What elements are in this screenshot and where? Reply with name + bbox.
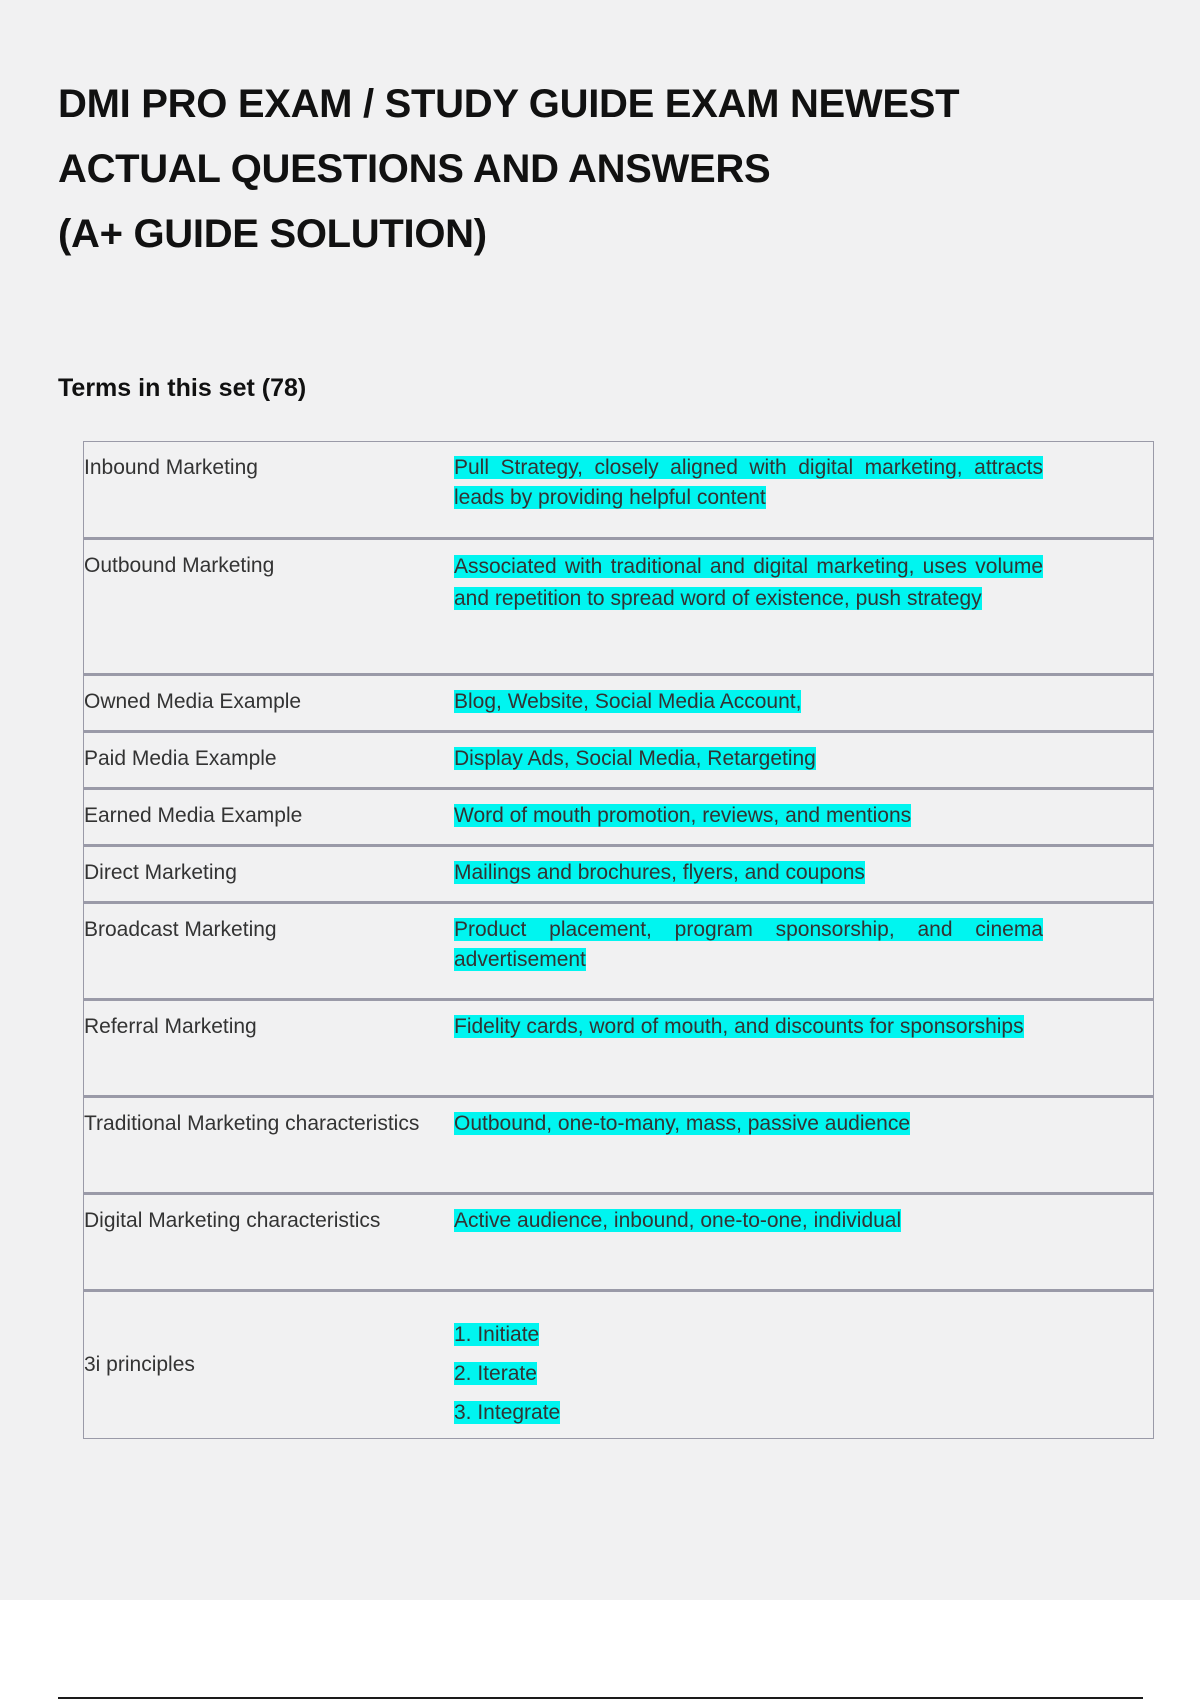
term-cell: Direct Marketing <box>84 861 237 884</box>
definition-text: Associated with traditional and digital marketing, uses volume and repetition to spread word of existence, push strategy <box>454 555 1043 610</box>
list-item <box>454 1354 1043 1393</box>
title-line-2: ACTUAL QUESTIONS AND ANSWERS <box>58 147 771 191</box>
term-cell: Inbound Marketing <box>84 456 258 479</box>
table-row <box>84 789 1154 846</box>
table-row <box>84 1291 1154 1439</box>
table-row <box>84 732 1154 789</box>
list-item-text: 1. Initiate <box>454 1323 540 1346</box>
term-cell: Broadcast Marketing <box>84 918 277 941</box>
definition-list <box>454 1303 1043 1438</box>
definition-text: Pull Strategy, closely aligned with digital marketing, attracts leads by providing helpful content <box>454 456 1043 509</box>
title-line-3: (A+ GUIDE SOLUTION) <box>58 212 487 256</box>
terms-heading: Terms in this set (78) <box>58 374 307 402</box>
term-cell: 3i principles <box>84 1353 195 1376</box>
definition-cell <box>454 789 1154 846</box>
definition-cell <box>454 442 1154 539</box>
table-row <box>84 1194 1154 1291</box>
definition-text: Outbound, one-to-many, mass, passive audience <box>454 1112 911 1135</box>
term-cell: Paid Media Example <box>84 747 277 770</box>
term-cell: Earned Media Example <box>84 804 303 827</box>
footer-divider <box>58 1697 1143 1699</box>
term-cell: Referral Marketing <box>84 1015 257 1038</box>
terms-table <box>83 441 1154 1439</box>
definition-cell <box>454 1097 1154 1194</box>
term-cell: Owned Media Example <box>84 690 302 713</box>
definition-cell <box>454 903 1154 1000</box>
table-row <box>84 903 1154 1000</box>
table-row <box>84 1097 1154 1194</box>
definition-cell <box>454 1000 1154 1097</box>
title-line-1: DMI PRO EXAM / STUDY GUIDE EXAM NEWEST <box>58 82 960 126</box>
term-cell: Digital Marketing characteristics <box>84 1209 381 1232</box>
definition-cell <box>454 846 1154 903</box>
list-item-text: 3. Integrate <box>454 1401 561 1424</box>
definition-cell <box>454 732 1154 789</box>
definition-cell <box>454 1291 1154 1439</box>
definition-text: Product placement, program sponsorship, and cinema advertisement <box>454 918 1043 971</box>
list-item <box>454 1315 1043 1354</box>
table-row <box>84 442 1154 539</box>
table-row <box>84 1000 1154 1097</box>
definition-text: Blog, Website, Social Media Account, <box>454 690 802 713</box>
table-row <box>84 846 1154 903</box>
definition-cell <box>454 1194 1154 1291</box>
definition-text: Display Ads, Social Media, Retargeting <box>454 747 816 770</box>
definition-text: Mailings and brochures, flyers, and coupons <box>454 861 865 884</box>
term-cell: Outbound Marketing <box>84 554 275 577</box>
document-title <box>58 72 1138 267</box>
table-row <box>84 675 1154 732</box>
definition-text: Fidelity cards, word of mouth, and discounts for sponsorships <box>454 1015 1024 1038</box>
list-item-text: 2. Iterate <box>454 1362 537 1385</box>
definition-text: Word of mouth promotion, reviews, and mentions <box>454 804 912 827</box>
definition-text: Active audience, inbound, one-to-one, individual <box>454 1209 902 1232</box>
definition-cell <box>454 539 1154 675</box>
list-item <box>454 1393 1043 1432</box>
definition-cell <box>454 675 1154 732</box>
table-row <box>84 539 1154 675</box>
term-cell: Traditional Marketing characteristics <box>84 1112 420 1135</box>
